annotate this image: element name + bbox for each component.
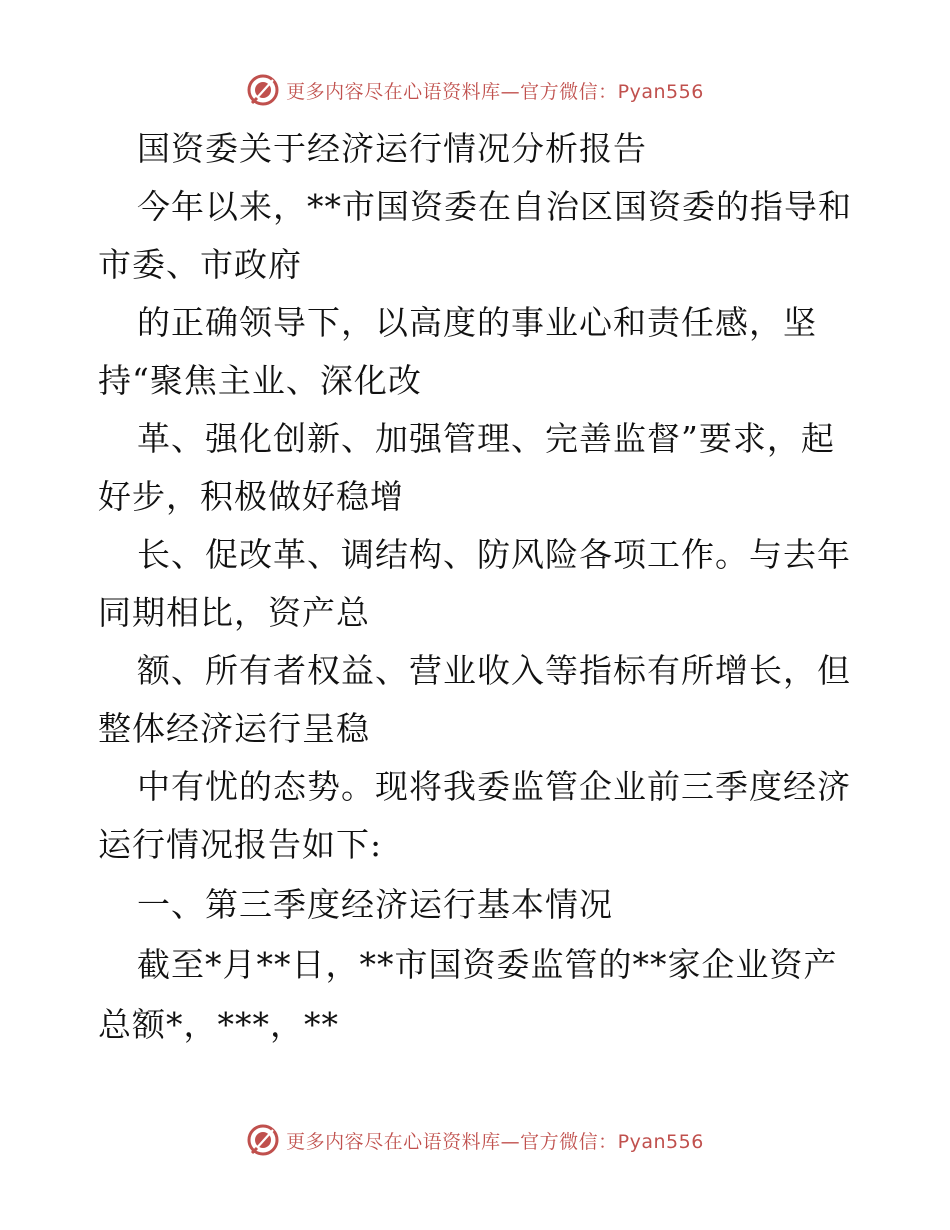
paragraph-line: 整体经济运行呈稳 bbox=[98, 709, 370, 748]
paragraph-line: 持“聚焦主业、深化改 bbox=[98, 361, 422, 400]
section-heading: 一、第三季度经济运行基本情况 bbox=[137, 885, 613, 924]
quill-seal-icon bbox=[246, 73, 280, 107]
paragraph-line: 额、所有者权益、营业收入等指标有所增长，但 bbox=[137, 651, 851, 690]
paragraph-line: 同期相比，资产总 bbox=[98, 593, 370, 632]
paragraph-line: 中有忧的态势。现将我委监管企业前三季度经济 bbox=[137, 767, 851, 806]
header-banner-text: 更多内容尽在心语资料库—官方微信：Pyan556 bbox=[286, 80, 704, 103]
footer-banner-text: 更多内容尽在心语资料库—官方微信：Pyan556 bbox=[286, 1130, 704, 1153]
paragraph-line: 革、强化创新、加强管理、完善监督”要求，起 bbox=[137, 419, 835, 458]
paragraph-line: 的正确领导下，以高度的事业心和责任感，坚 bbox=[137, 303, 817, 342]
document-title: 国资委关于经济运行情况分析报告 bbox=[137, 129, 647, 168]
paragraph-line: 长、促改革、调结构、防风险各项工作。与去年 bbox=[137, 535, 851, 574]
paragraph-line: 截至*月**日，**市国资委监管的**家企业资产 bbox=[137, 945, 838, 984]
header-banner bbox=[0, 70, 950, 110]
footer-banner bbox=[0, 1120, 950, 1160]
paragraph-line: 市委、市政府 bbox=[98, 245, 302, 284]
paragraph-line: 运行情况报告如下: bbox=[98, 825, 383, 864]
paragraph-line: 总额*，***，** bbox=[98, 1005, 339, 1044]
paragraph-line: 好步，积极做好稳增 bbox=[98, 477, 404, 516]
paragraph-line: 今年以来，**市国资委在自治区国资委的指导和 bbox=[137, 187, 852, 226]
quill-seal-icon bbox=[246, 1123, 280, 1157]
